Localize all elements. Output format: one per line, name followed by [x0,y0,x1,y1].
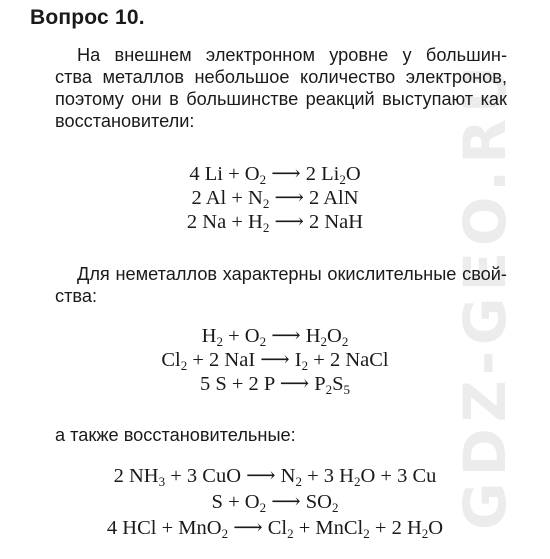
paragraph-line: На внешнем электронном уровне у большин- [77,45,507,65]
paragraph-metals [55,44,507,132]
paragraph-line: а также восстановительные: [55,425,296,445]
equation-reducing-3: 4 HCl + MnO$_2$ ⟶ $Cl_2$ + MnCl$_2$ + 2 $H_2O$ [106,517,444,541]
equation-reducing-1: 2 $NH_3 + 3$ CuO ⟶ $N_2 + 3$ $H_2O + 3$ Cu [113,465,437,489]
equation-reducing-2: $S + O_2$ ⟶ $SO_2$ [211,491,339,515]
watermark-text: GDZ-GEO.RU [451,60,520,530]
equation-metal-3: 2 $Na + H_2$ ⟶ 2 NaH [186,211,364,235]
question-title: Вопрос 10. [30,6,145,29]
paragraph-line: восстановители: [55,111,195,131]
paragraph-reducing [55,424,507,446]
equation-oxidizing-1: $H_2 + O_2$ ⟶ $H_2O_2$ [201,325,349,349]
equation-oxidizing-3: 5 S + 2 P ⟶ $P_2S_5$ [199,373,351,397]
equation-metal-1: 4 $Li + O_2$ ⟶ 2 $Li_2O$ [189,163,361,187]
paragraph-line: ства: [55,286,98,306]
paragraph-nonmetals [55,263,507,307]
paragraph-line: поэтому они в большинстве реакций выступают как [55,89,507,109]
equation-oxidizing-2: $Cl_2 + 2$ NaI ⟶ $I_2 + 2$ NaCl [161,349,389,373]
equation-metal-2: 2 $Al + N_2$ ⟶ 2 AlN [191,187,359,211]
paragraph-line: ства металлов небольшое количество электронов, [55,67,507,87]
paragraph-line: Для неметаллов характерны окислительные свой- [77,264,507,284]
